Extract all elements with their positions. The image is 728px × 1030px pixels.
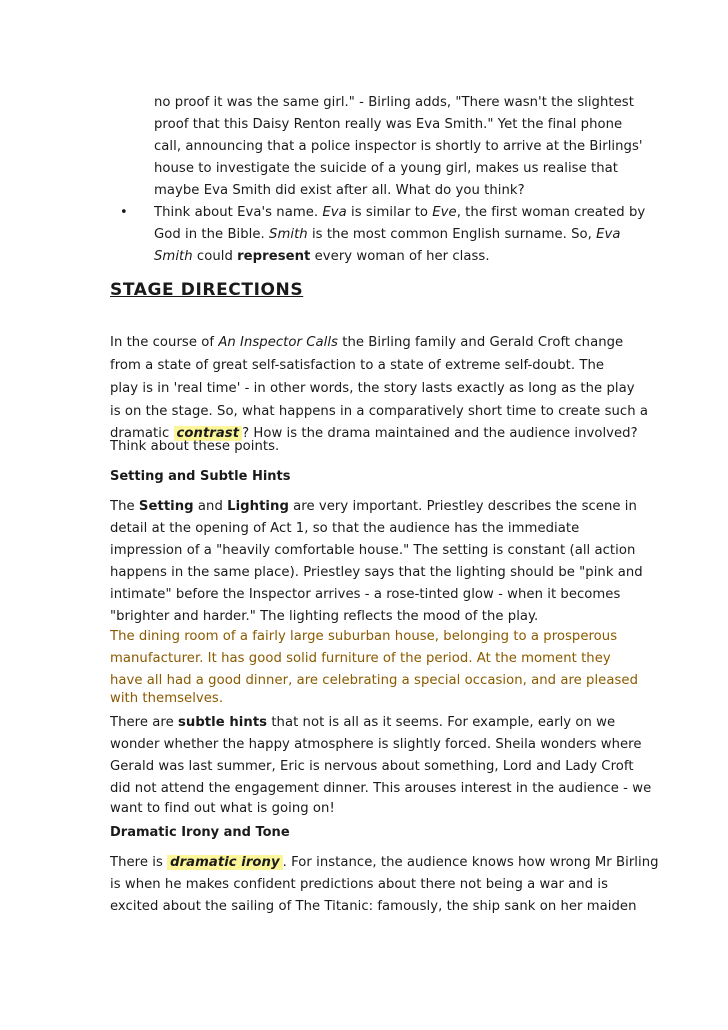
paragraph-line: from a state of great self-satisfaction to a state of extreme self-doubt. The bbox=[110, 358, 605, 373]
bullet-text-line: maybe Eva Smith did exist after all. What do you think? bbox=[154, 183, 525, 198]
paragraph-line: did not attend the engagement dinner. This arouses interest in the audience - we bbox=[110, 781, 652, 796]
paragraph-line: wonder whether the happy atmosphere is slightly forced. Sheila wonders where bbox=[110, 737, 642, 752]
text-run: In the course of bbox=[110, 335, 219, 350]
text-run: There are bbox=[110, 715, 178, 730]
bullet-text-line: call, announcing that a police inspector is shortly to arrive at the Birlings' bbox=[154, 139, 643, 154]
bullet-text-line bbox=[154, 246, 490, 267]
italic-run: Smith bbox=[269, 227, 308, 242]
paragraph-line: Gerald was last summer, Eric is nervous about something, Lord and Lady Croft bbox=[110, 759, 634, 774]
quote-line: The dining room of a fairly large suburban house, belonging to a prosperous bbox=[110, 629, 618, 644]
paragraph-line: want to find out what is going on! bbox=[110, 801, 335, 816]
text-run: ? How is the drama maintained and the audience involved? bbox=[242, 426, 638, 441]
text-run: and bbox=[193, 499, 228, 514]
text-run: the Birling family and Gerald Croft change bbox=[337, 335, 624, 350]
bold-run: represent bbox=[237, 249, 311, 264]
bullet-text-line: house to investigate the suicide of a young girl, makes us realise that bbox=[154, 161, 618, 176]
bullet-text-line bbox=[154, 224, 621, 245]
paragraph-line: is on the stage. So, what happens in a comparatively short time to create such a bbox=[110, 404, 648, 419]
italic-run: An Inspector Calls bbox=[218, 335, 338, 350]
text-run: is the most common English surname. So, bbox=[307, 227, 597, 242]
paragraph-line: play is in 'real time' - in other words, the story lasts exactly as long as the play bbox=[110, 381, 635, 396]
text-run: The bbox=[110, 499, 139, 514]
paragraph-line: is when he makes confident predictions about there not being a war and is bbox=[110, 877, 608, 892]
highlighted-term: contrast bbox=[174, 426, 243, 441]
italic-run: Eva bbox=[596, 227, 621, 242]
paragraph-line bbox=[110, 496, 637, 517]
text-run: God in the Bible. bbox=[154, 227, 270, 242]
paragraph-line: happens in the same place). Priestley says that the lighting should be "pink and bbox=[110, 565, 643, 580]
paragraph-line: detail at the opening of Act 1, so that the audience has the immediate bbox=[110, 521, 580, 536]
subheading: Dramatic Irony and Tone bbox=[110, 825, 290, 840]
text-run: , the first woman created by bbox=[456, 205, 646, 220]
text-run: are very important. Priestley describes the scene in bbox=[288, 499, 637, 514]
text-run: . For instance, the audience knows how wrong Mr Birling bbox=[282, 855, 659, 870]
paragraph-line: intimate" before the Inspector arrives - a rose-tinted glow - when it becomes bbox=[110, 587, 621, 602]
text-run: that not is all as it seems. For example, early on we bbox=[267, 715, 616, 730]
bullet-text-line bbox=[154, 202, 645, 223]
bold-run: subtle hints bbox=[177, 715, 268, 730]
bullet-text-line: no proof it was the same girl." - Birling adds, "There wasn't the slightest bbox=[154, 95, 634, 110]
text-run: is similar to bbox=[346, 205, 433, 220]
text-run: could bbox=[192, 249, 238, 264]
paragraph-line bbox=[110, 332, 623, 353]
italic-run: Smith bbox=[154, 249, 193, 264]
paragraph-line: excited about the sailing of The Titanic: famously, the ship sank on her maiden bbox=[110, 899, 637, 914]
section-heading: STAGE DIRECTIONS bbox=[110, 280, 304, 300]
paragraph-line: impression of a "heavily comfortable house." The setting is constant (all action bbox=[110, 543, 636, 558]
italic-run: Eva bbox=[322, 205, 347, 220]
bold-run: Lighting bbox=[227, 499, 289, 514]
quote-line: with themselves. bbox=[110, 691, 224, 706]
bold-run: Setting bbox=[138, 499, 194, 514]
bullet-text-line: proof that this Daisy Renton really was Eva Smith." Yet the final phone bbox=[154, 117, 623, 132]
text-run: dramatic bbox=[110, 426, 174, 441]
paragraph-line bbox=[110, 852, 659, 873]
paragraph-line: "brighter and harder." The lighting reflects the mood of the play. bbox=[110, 609, 539, 624]
text-run: every woman of her class. bbox=[310, 249, 490, 264]
subheading: Setting and Subtle Hints bbox=[110, 469, 291, 484]
highlighted-term: dramatic irony bbox=[167, 855, 282, 870]
text-run: There is bbox=[110, 855, 168, 870]
bullet-icon: • bbox=[120, 205, 128, 220]
italic-run: Eve bbox=[432, 205, 457, 220]
paragraph-line: Think about these points. bbox=[110, 439, 280, 454]
text-run: Think about Eva's name. bbox=[154, 205, 323, 220]
quote-line: have all had a good dinner, are celebrating a special occasion, and are pleased bbox=[110, 673, 638, 688]
paragraph-line bbox=[110, 712, 615, 733]
quote-line: manufacturer. It has good solid furniture of the period. At the moment they bbox=[110, 651, 611, 666]
